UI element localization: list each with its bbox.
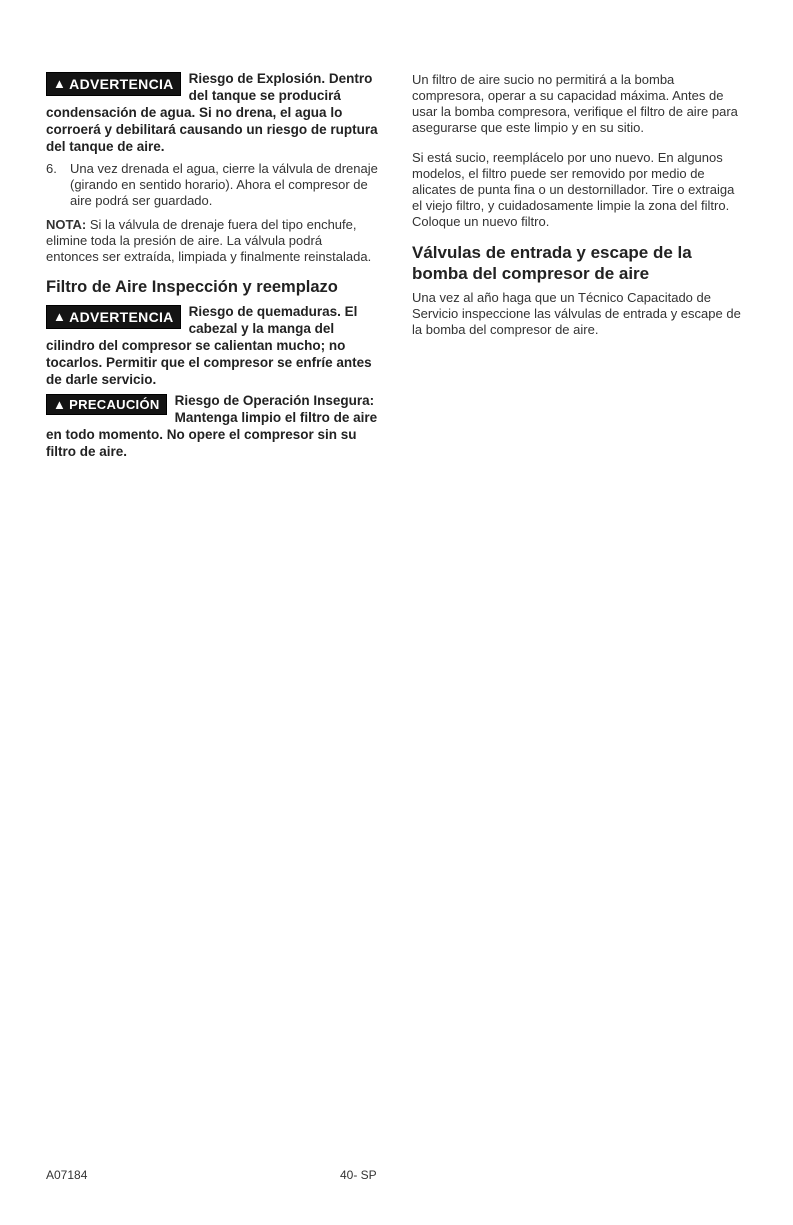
caution-unsafe-operation [46, 392, 378, 460]
caution-text: Riesgo de Operación Insegura: Mantenga limpio el filtro de aire en todo momento. No opere el compresor sin su filtro de aire. [46, 393, 378, 459]
warning-explosion [46, 70, 378, 155]
document-code: A07184 [46, 1168, 88, 1182]
paragraph-dirty-filter: Un filtro de aire sucio no permitirá a la bomba compresora, operar a su capacidad máxima. Antes de usar la bomba compresora, verifique el filtro de aire para asegurarse que este limpio y en su sitio. [412, 72, 738, 135]
warning-triangle-icon: ▲ [53, 309, 67, 324]
left-column [46, 70, 378, 460]
right-column [412, 70, 747, 346]
advertencia-badge: ▲ ADVERTENCIA [46, 72, 181, 96]
section-title-air-filter: Filtro de Aire Inspección y reemplazo [46, 278, 338, 296]
step-number: 6. [46, 161, 57, 176]
note-label: NOTA: [46, 217, 87, 232]
warning-triangle-icon: ▲ [53, 76, 67, 91]
page-number: 40- SP [340, 1168, 377, 1182]
section-title-valves: Válvulas de entrada y escape de la bomba del compresor de aire [412, 243, 692, 283]
precaucion-badge: ▲ PRECAUCIÓN [46, 394, 167, 415]
warning-text: Riesgo de quemaduras. El cabezal y la manga del cilindro del compresor se calientan mucho; no tocarlos. Permitir que el compresor se enfríe antes de darle servicio. [46, 304, 372, 387]
note-text: Si la válvula de drenaje fuera del tipo enchufe, elimine toda la presión de aire. La válvula podrá entonces ser extraída, limpiada y finalmente reinstalada. [46, 217, 372, 264]
warning-text: Riesgo de Explosión. Dentro del tanque se producirá condensación de agua. Si no drena, el agua lo corroerá y debilitará causando un riesgo de ruptura del tanque de aire. [46, 71, 378, 154]
step-text: Una vez drenada el agua, cierre la válvula de drenaje (girando en sentido horario). Ahora el compresor de aire podrá ser guardado. [70, 161, 378, 208]
paragraph-valves-inspection: Una vez al año haga que un Técnico Capacitado de Servicio inspeccione las válvulas de entrada y escape de la bomba del compresor de aire. [412, 290, 741, 337]
paragraph-replace-filter: Si está sucio, reemplácelo por uno nuevo. En algunos modelos, el filtro puede ser removido por medio de alicates de punta fina o un destornillador. Tire o extraiga el viejo filtro, y cuidadosamente limpie la zona del filtro. Coloque un nuevo filtro. [412, 150, 735, 229]
warning-burns [46, 303, 378, 388]
advertencia-badge: ▲ ADVERTENCIA [46, 305, 181, 329]
warning-triangle-icon: ▲ [53, 397, 67, 412]
step-6 [46, 161, 378, 209]
note-paragraph [46, 217, 378, 265]
